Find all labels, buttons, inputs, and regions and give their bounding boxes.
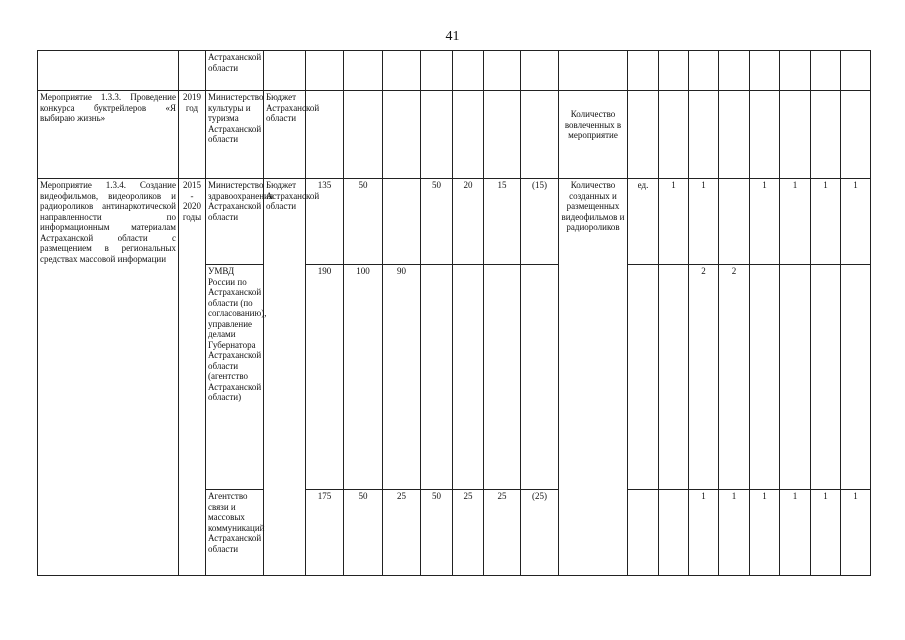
- indicator-value-cell: [750, 265, 780, 490]
- indicator-value-cell: [811, 265, 841, 490]
- year-value-cell: 25: [484, 490, 521, 576]
- event-name-cell: Мероприятие 1.3.3. Проведение конкурса буктрейлеров «Я выбираю жизнь»: [38, 91, 179, 179]
- continuation-row: [38, 51, 871, 91]
- year-value-cell: [521, 265, 559, 490]
- year-value-cell: (25): [521, 490, 559, 576]
- indicator-value-cell: [719, 179, 750, 265]
- year-value-cell: (15): [521, 179, 559, 265]
- unit-cell: ед.: [628, 179, 659, 265]
- indicator-value-cell: 1: [750, 490, 780, 576]
- indicator-value-cell: 1: [780, 490, 811, 576]
- funding-source-cell: Бюджет Астраханской области: [264, 179, 306, 576]
- page-number: 41: [445, 29, 460, 44]
- year-value-cell: 50: [344, 490, 383, 576]
- indicator-cell: Количество вовлеченных в мероприятие: [559, 91, 628, 179]
- total-cell: 135: [306, 179, 344, 265]
- indicator-value-cell: 1: [841, 490, 871, 576]
- indicator-value-cell: 2: [689, 265, 719, 490]
- indicator-value-cell: 1: [811, 490, 841, 576]
- executor-cell: Министерство культуры и туризма Астраханской области: [206, 91, 264, 179]
- total-cell: 190: [306, 265, 344, 490]
- base-value-cell: [659, 265, 689, 490]
- indicator-value-cell: 1: [811, 179, 841, 265]
- unit-cell: [628, 265, 659, 490]
- year-value-cell: [484, 265, 521, 490]
- executor-cell: Астраханской области: [206, 51, 264, 91]
- executor-cell: Министерство здравоохранения Астраханской области: [206, 179, 264, 265]
- base-value-cell: [659, 490, 689, 576]
- year-value-cell: [421, 265, 453, 490]
- years-cell: 2019 год: [179, 91, 206, 179]
- year-value-cell: 25: [453, 490, 484, 576]
- total-cell: 175: [306, 490, 344, 576]
- year-value-cell: 50: [344, 179, 383, 265]
- year-value-cell: 15: [484, 179, 521, 265]
- year-value-cell: [383, 179, 421, 265]
- event-1-3-4-row-1: [38, 179, 871, 265]
- year-value-cell: [453, 265, 484, 490]
- year-value-cell: 50: [421, 490, 453, 576]
- event-1-3-3-row: [38, 91, 871, 179]
- indicator-value-cell: 1: [841, 179, 871, 265]
- year-value-cell: 90: [383, 265, 421, 490]
- unit-cell: [628, 490, 659, 576]
- indicator-value-cell: 2: [719, 265, 750, 490]
- program-table: [37, 50, 871, 576]
- empty-cell: [38, 51, 179, 91]
- event-name-cell: Мероприятие 1.3.4. Создание видеофильмов, видеороликов и радиороликов антинаркотической направленности по информационным материалам Астраханской области с размещением в региональных средствах массовой информации: [38, 179, 179, 576]
- funding-source-cell: Бюджет Астраханской области: [264, 91, 306, 179]
- year-value-cell: 20: [453, 179, 484, 265]
- indicator-value-cell: 1: [689, 490, 719, 576]
- years-cell: 2015 - 2020 годы: [179, 179, 206, 576]
- empty-cell: [179, 51, 206, 91]
- year-value-cell: 50: [421, 179, 453, 265]
- indicator-value-cell: 1: [689, 179, 719, 265]
- indicator-cell: Количество созданных и размещенных видеофильмов и радиороликов: [559, 179, 628, 576]
- executor-cell: Агентство связи и массовых коммуникаций Астраханской области: [206, 490, 264, 576]
- indicator-value-cell: [841, 265, 871, 490]
- year-value-cell: 100: [344, 265, 383, 490]
- indicator-value-cell: [780, 265, 811, 490]
- year-value-cell: 25: [383, 490, 421, 576]
- executor-cell: УМВД России по Астраханской области (по согласованию), управление делами Губернатора Астраханской области (агентство Астраханской области): [206, 265, 264, 490]
- indicator-value-cell: 1: [780, 179, 811, 265]
- base-value-cell: 1: [659, 179, 689, 265]
- indicator-value-cell: 1: [719, 490, 750, 576]
- indicator-value-cell: 1: [750, 179, 780, 265]
